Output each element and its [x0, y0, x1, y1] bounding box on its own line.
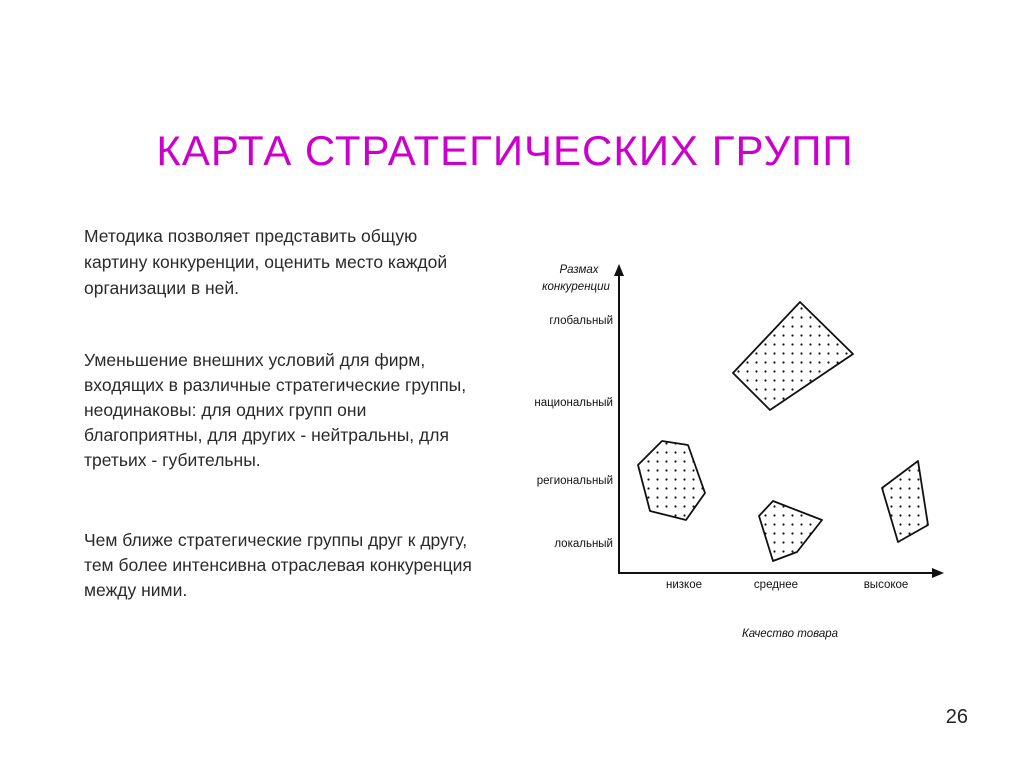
paragraph-method: Методика позволяет представить общую картину конкуренции, оценить место каждой организации в ней. [84, 226, 448, 298]
y-axis-title-line1: Размах [559, 264, 599, 276]
y-label-national: национальный [534, 397, 613, 409]
paragraph-competition: Чем ближе стратегические группы друг к другу, тем более интенсивна отраслевая конкуренция между ними. [84, 530, 472, 600]
group-global-shape [733, 302, 853, 410]
x-label-low: низкое [666, 579, 702, 591]
strategic-groups-map [500, 250, 960, 650]
group-local-shape [759, 501, 822, 561]
y-label-local: локальный [554, 538, 613, 550]
x-axis-title: Качество товара [741, 628, 839, 640]
paragraph-conditions: Уменьшение внешних условий для фирм, входящих в различные стратегические группы, неодинаковы: для одних групп они благоприятны, для других - нейтральны, для третьих - губительны. [84, 350, 467, 470]
y-axis-title-line2: конкуренции [542, 281, 610, 293]
y-axis-arrow [614, 264, 624, 276]
y-label-global: глобальный [549, 315, 613, 327]
page-number: 26 [945, 706, 968, 728]
x-label-high: высокое [863, 579, 909, 591]
slide-title: КАРТА СТРАТЕГИЧЕСКИХ ГРУПП [156, 127, 854, 174]
x-axis-arrow [932, 568, 944, 578]
y-label-regional: региональный [536, 475, 613, 487]
x-label-medium: среднее [753, 579, 799, 591]
group-regional-shape [638, 441, 705, 520]
group-high-shape [882, 461, 928, 542]
